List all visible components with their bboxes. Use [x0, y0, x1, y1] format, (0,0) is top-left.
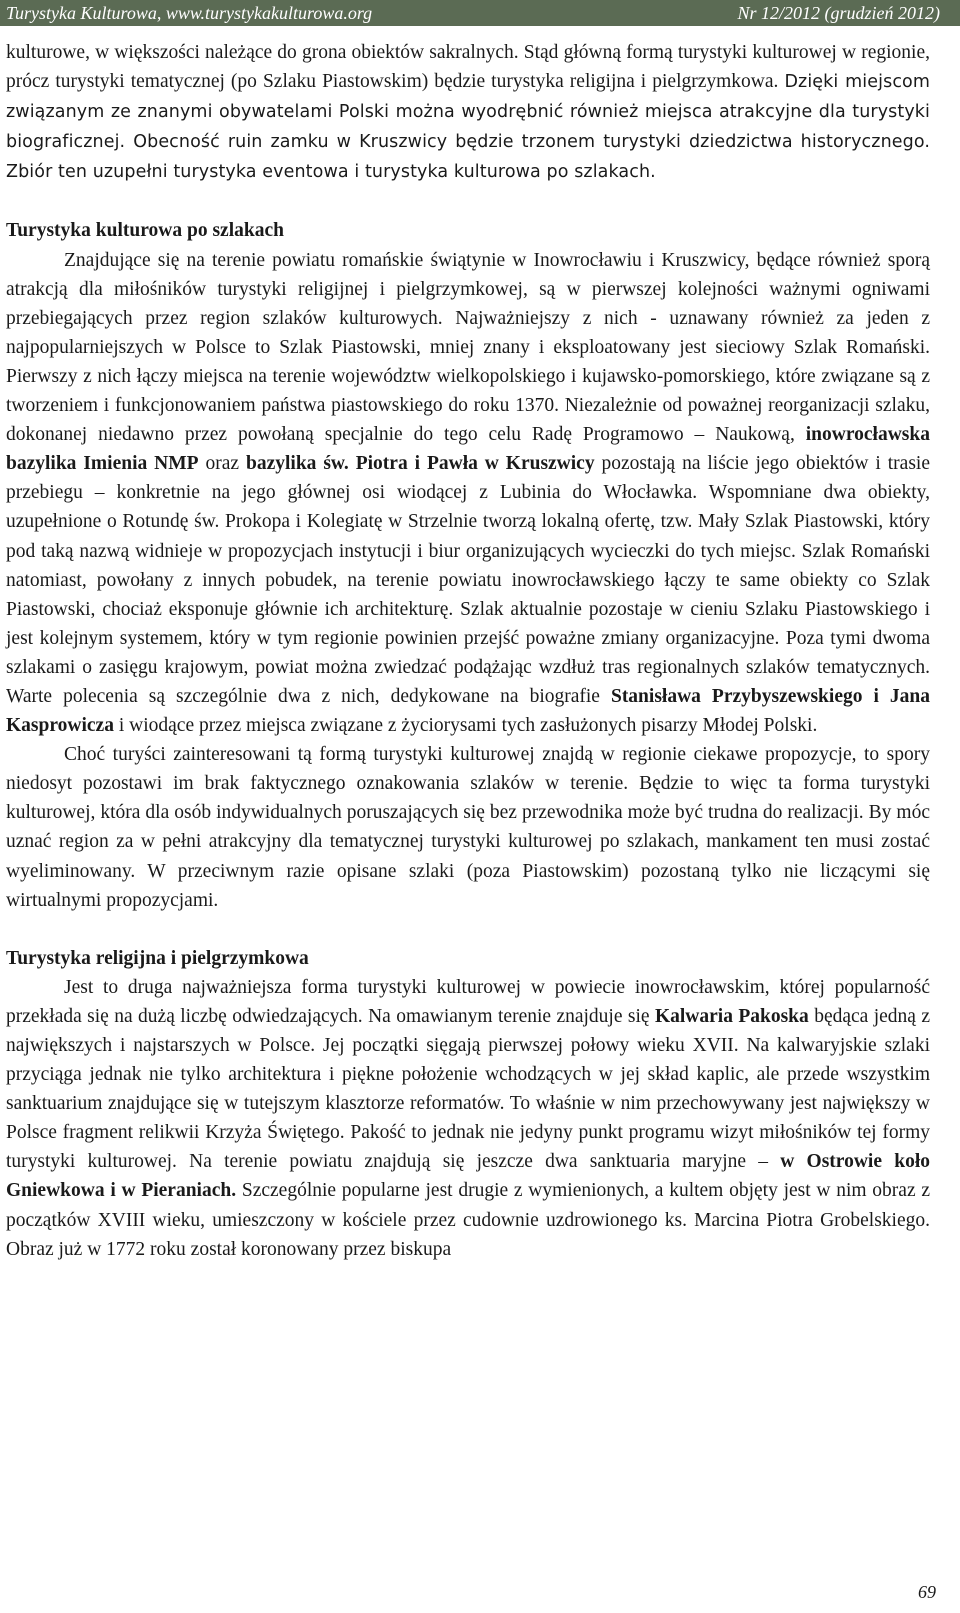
- text-span: Szczególnie popularne jest drugie z wymienionych, a kultem objęty jest w nim obraz z początków XVIII wieku, umieszczony w kościele przez cudownie uzdrowionego ks. Marcina Piotra Grobelskiego. Obraz już w 1772 roku został koronowany przez biskupa: [6, 1180, 931, 1260]
- bold-text: Kalwaria Pakoska: [654, 1005, 809, 1027]
- text-span: i wiodące przez miejsca związane z życiorysami tych zasłużonych pisarzy Młodej Polski.: [113, 715, 818, 737]
- text-span: pozostają na liście jego obiektów i trasie przebiegu – konkretnie na jego głównej osi wiodącej z Lubinia do Włocławka. Wspomniane dwa obiekty, uzupełnione o Rotundę św. Prokopa i Kolegiatę w Strzelnie tworzą lokalną ofertę, tzw. Mały Szlak Piastowski, który pod taką nazwą widnieje w propozycjach instytucji i biur organizujących wycieczki do tych miejsc. Szlak Romański natomiast, powołany z innych pobudek, na terenie powiatu inowrocławskiego łączy te same obiekty co Szlak Piastowski, chociaż eksponuje głównie ich architekturę. Szlak aktualnie pozostaje w cieniu Szlaku Piastowskiego i jest kolejnym systemem, który w tym regionie powinien przejść poważne zmiany organizacyjne. Poza tymi dwoma szlakami o zasięgu krajowym, powiat można zwiedzać podążając wzdłuż tras regionalnych szlaków tematycznych. Warte polecenia są szczególnie dwa z nich, dedykowane na biografie: [6, 453, 930, 707]
- issue-number: Nr 12/2012 (grudzień 2012): [737, 3, 940, 23]
- page-number: 69: [918, 1582, 936, 1602]
- intro-text-1: kulturowe, w większości należące do grona obiektów sakralnych. Stąd główną formą turystyki kulturowej w regionie, prócz turystyki tematycznej (po Szlaku Piastowskim) będzie turystyka religijna i pielgrzymkowa.: [6, 42, 930, 93]
- bold-text: w Ostrowie koło Gniewkowa i w Pieraniach.: [6, 1151, 930, 1202]
- text-span: będąca jedną z największych i najstarszych w Polsce. Jej początki sięgają pierwszej połowy wieku XVII. Na kalwaryjskie szlaki przyciąga jednak nie tylko architektura i piękne położenie wchodzących w jej skład kaplic, ale przede wszystkim sanktuarium znajdujące się w tutejszym klasztorze reformatów. To właśnie w nim przechowywany jest największy w Polsce fragment relikwii Krzyża Świętego. Pakość to jednak nie jedyny punkt programu wizyt miłośników tej formy turystyki kulturowej. Na terenie powiatu znajdują się jeszcze dwa sanktuaria maryjne –: [6, 1005, 930, 1173]
- section-heading-religious: Turystyka religijna i pielgrzymkowa: [6, 947, 309, 969]
- paragraph-trails-1: [6, 246, 930, 741]
- intro-paragraph: [6, 38, 930, 187]
- text-span: Jest to druga najważniejsza forma turystyki kulturowej w powiecie inowrocławskim, której popularność przekłada się na dużą liczbę odwiedzających. Na omawianym terenie znajduje się: [6, 976, 930, 1027]
- intro-text-2: Dzięki miejscom związanym ze znanymi obywatelami Polski można wyodrębnić również miejsca atrakcyjne dla turystyki biograficznej. Obecność ruin zamku w Kruszwicy będzie trzonem turystyki dziedzictwa historycznego. Zbiór ten uzupełni turystyka eventowa i turystyka kulturowa po szlakach.: [6, 72, 930, 183]
- text-span: Znajdujące się na terenie powiatu romańskie świątynie w Inowrocławiu i Kruszwicy, będące również sporą atrakcją dla miłośników turystyki religijnej i pielgrzymkowej, są w pierwszej kolejności ważnymi ogniwami przebiegających przez region szlaków kulturowych. Najważniejszy z nich - uznawany również za jeden z najpopularniejszych w Polsce to Szlak Piastowski, mniej znany i eksploatowany jest sieciowy Szlak Romański. Pierwszy z nich łączy miejsca na terenie województw wielkopolskiego i kujawsko-pomorskiego, które związane są z tworzeniem i funkcjonowaniem państwa piastowskiego do roku 1370. Niezależnie od poważnej reorganizacji szlaku, dokonanej niedawno przez powołaną specjalnie do tego celu Radę Programowo – Naukową,: [6, 249, 930, 446]
- bold-text: Stanisława Przybyszewskiego i Jana Kasprowicza: [6, 685, 930, 737]
- journal-title: Turystyka Kulturowa, www.turystykakulturowa.org: [6, 3, 373, 23]
- article-body: [6, 38, 930, 1264]
- bold-text: bazylika św. Piotra i Pawła w Kruszwicy: [245, 453, 595, 475]
- paragraph-religious-1: [6, 973, 930, 1264]
- text-span: oraz: [198, 453, 246, 475]
- paragraph-trails-2: Choć turyści zainteresowani tą formą turystyki kulturowej znajdą w regionie ciekawe propozycje, to spory niedosyt pozostawi im brak faktycznego oznakowania szlaków w terenie. Będzie to więc ta forma turystyki kulturowej, która dla osób indywidualnych poruszających się bez przewodnika może być trudna do realizacji. By móc uznać region za w pełni atrakcyjny dla tematycznej turystyki kulturowej po szlakach, mankament ten musi zostać wyeliminowany. W przeciwnym razie opisane szlaki (poza Piastowskim) pozostaną tylko nie liczącymi się wirtualnymi propozycjami.: [6, 744, 930, 911]
- section-heading-trails: Turystyka kulturowa po szlakach: [6, 220, 284, 242]
- bold-text: inowrocławska bazylika Imienia NMP: [6, 424, 930, 475]
- page-header: [0, 0, 960, 26]
